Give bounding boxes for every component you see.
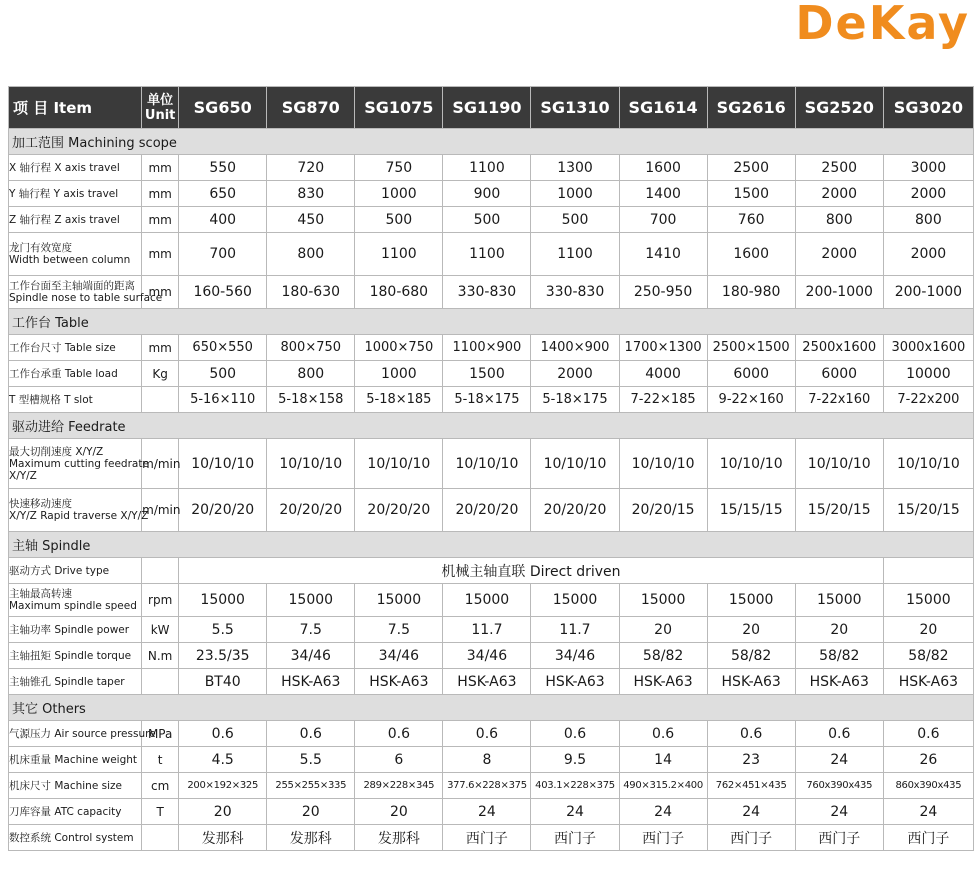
section-spindle: 主轴 Spindle [9,532,974,558]
row-unit [142,669,179,695]
row-unit: N.m [142,643,179,669]
row-unit: mm [142,181,179,207]
value-cell: 4000 [619,361,707,387]
value-cell: 34/46 [355,643,443,669]
value-cell: HSK-A63 [267,669,355,695]
value-cell: 1600 [707,233,795,276]
value-cell: 490×315.2×400 [619,773,707,799]
value-cell: 9-22×160 [707,387,795,413]
value-cell: 200×192×325 [179,773,267,799]
value-cell: 58/82 [795,643,883,669]
section-others: 其它 Others [9,695,974,721]
model-header: SG3020 [883,87,973,129]
row-label: 刀库容量 ATC capacity [9,799,142,825]
value-cell: 720 [267,155,355,181]
value-cell: HSK-A63 [883,669,973,695]
value-cell: 4.5 [179,747,267,773]
value-cell: 160-560 [179,276,267,309]
value-cell: 10/10/10 [883,439,973,489]
value-cell: 1100 [355,233,443,276]
value-cell: 58/82 [707,643,795,669]
value-cell: 800 [795,207,883,233]
row-label-line: Maximum cutting feedrate [9,457,149,470]
value-cell: 24 [795,747,883,773]
table-row [9,825,974,851]
value-cell: 1100 [443,233,531,276]
value-cell: HSK-A63 [531,669,619,695]
value-cell: 7.5 [267,617,355,643]
section-row [9,695,974,721]
value-cell: 3000x1600 [883,335,973,361]
table-row [9,233,974,276]
value-cell: 760x390x435 [795,773,883,799]
row-unit: mm [142,207,179,233]
value-cell: 26 [883,747,973,773]
value-cell: 7-22x200 [883,387,973,413]
row-unit: mm [142,155,179,181]
value-cell: 15/20/15 [795,489,883,532]
value-cell: 20 [619,617,707,643]
table-row [9,276,974,309]
value-cell: 20/20/20 [179,489,267,532]
value-cell: 3000 [883,155,973,181]
value-cell: 800×750 [267,335,355,361]
table-row [9,617,974,643]
value-cell: 8 [443,747,531,773]
value-cell: 西门子 [619,825,707,851]
value-cell: 24 [443,799,531,825]
model-header: SG1310 [531,87,619,129]
item-header: 项 目 Item [9,87,142,129]
value-cell: 1000 [531,181,619,207]
value-cell: 200-1000 [883,276,973,309]
value-cell: HSK-A63 [795,669,883,695]
value-cell: 9.5 [531,747,619,773]
table-row [9,387,974,413]
value-cell: 500 [179,361,267,387]
value-cell: 西门子 [531,825,619,851]
value-cell: 400 [179,207,267,233]
value-cell: 800 [267,361,355,387]
row-label: T 型槽规格 T slot [9,387,142,413]
dekay-logo: DeKay [795,0,970,50]
value-cell: 10/10/10 [267,439,355,489]
value-cell: 7-22x160 [795,387,883,413]
value-cell: 15000 [531,584,619,617]
value-cell: 0.6 [883,721,973,747]
value-cell: 1500 [707,181,795,207]
row-label: Y 轴行程 Y axis travel [9,181,142,207]
value-cell: 5-18×185 [355,387,443,413]
value-cell: 800 [883,207,973,233]
value-cell: 15000 [179,584,267,617]
row-label-line: 龙门有效宽度 [9,242,72,254]
value-cell: 0.6 [355,721,443,747]
value-cell: 900 [443,181,531,207]
value-cell: 330-830 [531,276,619,309]
value-cell: 24 [707,799,795,825]
row-label [9,439,149,489]
row-label: 气源压力 Air source pressure [9,721,142,747]
row-unit: cm [142,773,179,799]
row-unit: t [142,747,179,773]
value-cell: 2000 [795,233,883,276]
row-label: 主轴扭矩 Spindle torque [9,643,142,669]
value-cell: 450 [267,207,355,233]
value-cell: 500 [443,207,531,233]
value-cell: 700 [179,233,267,276]
value-cell: 800 [267,233,355,276]
row-unit: mm [142,335,179,361]
empty-cell [883,558,973,584]
row-unit: MPa [142,721,179,747]
value-cell: 20 [707,617,795,643]
value-cell: 2000 [795,181,883,207]
row-label-line: 主轴最高转速 [9,588,72,600]
value-cell: 发那科 [179,825,267,851]
value-cell: 14 [619,747,707,773]
table-row [9,155,974,181]
value-cell: 377.6×228×375 [443,773,531,799]
value-cell: 550 [179,155,267,181]
value-cell: 7.5 [355,617,443,643]
value-cell: 2500 [707,155,795,181]
row-unit: mm [142,233,179,276]
value-cell: 762×451×435 [707,773,795,799]
value-cell: 500 [355,207,443,233]
value-cell: 20 [883,617,973,643]
value-cell: 1100×900 [443,335,531,361]
value-cell: 20 [355,799,443,825]
value-cell: 西门子 [443,825,531,851]
row-unit [142,558,179,584]
value-cell: 403.1×228×375 [531,773,619,799]
table-row [9,584,974,617]
value-cell: 0.6 [531,721,619,747]
value-cell: 0.6 [707,721,795,747]
model-header: SG1614 [619,87,707,129]
row-label-line: 快速移动速度 [9,498,72,510]
row-unit: m/min [142,489,179,532]
value-cell: 6 [355,747,443,773]
value-cell: 24 [883,799,973,825]
table-row [9,558,974,584]
value-cell: 23.5/35 [179,643,267,669]
row-label-line: X/Y/Z Rapid traverse X/Y/Z [9,510,149,522]
row-label-line: Maximum spindle speed [9,600,137,612]
value-cell: 10/10/10 [355,439,443,489]
value-cell: 5-18×175 [443,387,531,413]
value-cell: 200-1000 [795,276,883,309]
value-cell: 1000 [355,181,443,207]
value-cell: 0.6 [443,721,531,747]
value-cell: 西门子 [883,825,973,851]
value-cell: 0.6 [795,721,883,747]
row-label: X 轴行程 X axis travel [9,155,142,181]
row-label-line: Spindle nose to table surface [9,292,163,304]
value-cell: 西门子 [795,825,883,851]
table-row [9,335,974,361]
value-cell: 20/20/20 [355,489,443,532]
value-cell: 650 [179,181,267,207]
value-cell: 2000 [883,181,973,207]
value-cell: 15/20/15 [883,489,973,532]
value-cell: 23 [707,747,795,773]
row-unit: T [142,799,179,825]
model-header: SG2616 [707,87,795,129]
value-cell: 10/10/10 [795,439,883,489]
section-row [9,309,974,335]
value-cell: 10000 [883,361,973,387]
table-row [9,181,974,207]
value-cell: 180-630 [267,276,355,309]
row-label: 数控系统 Control system [9,825,142,851]
section-row [9,129,974,155]
value-cell: 1400×900 [531,335,619,361]
value-cell: 11.7 [531,617,619,643]
row-unit: kW [142,617,179,643]
value-cell: 10/10/10 [531,439,619,489]
value-cell: 西门子 [707,825,795,851]
value-cell: 1400 [619,181,707,207]
row-label-line: 最大切削速度 X/Y/Z [9,445,104,458]
row-label [9,584,142,617]
unit-header: 单位 Unit [142,87,179,129]
table-row [9,799,974,825]
value-cell: 15000 [443,584,531,617]
value-cell: 20/20/20 [531,489,619,532]
section-row [9,413,974,439]
value-cell: 20 [795,617,883,643]
section-machining: 加工范围 Machining scope [9,129,974,155]
value-cell: 2000 [531,361,619,387]
row-unit [142,825,179,851]
value-cell: 15000 [707,584,795,617]
row-label [9,233,142,276]
value-cell: 15000 [883,584,973,617]
value-cell: 5-18×175 [531,387,619,413]
value-cell: HSK-A63 [619,669,707,695]
row-label: 驱动方式 Drive type [9,558,142,584]
value-cell: 2500×1500 [707,335,795,361]
value-cell: 34/46 [267,643,355,669]
row-label: 机床尺寸 Machine size [9,773,142,799]
spec-table [8,86,974,851]
drive-type-value: 机械主轴直联 Direct driven [179,558,884,584]
value-cell: BT40 [179,669,267,695]
table-row [9,361,974,387]
value-cell: 5.5 [267,747,355,773]
section-table: 工作台 Table [9,309,974,335]
value-cell: 15000 [795,584,883,617]
value-cell: 6000 [795,361,883,387]
value-cell: 1000 [355,361,443,387]
value-cell: 1700×1300 [619,335,707,361]
value-cell: 15000 [267,584,355,617]
table-row [9,439,974,489]
model-header: SG1075 [355,87,443,129]
value-cell: 700 [619,207,707,233]
value-cell: 860x390x435 [883,773,973,799]
value-cell: 6000 [707,361,795,387]
row-label: 机床重量 Machine weight [9,747,142,773]
row-unit [142,387,179,413]
value-cell: 34/46 [531,643,619,669]
value-cell: 0.6 [619,721,707,747]
value-cell: 330-830 [443,276,531,309]
row-label: 工作台承重 Table load [9,361,142,387]
value-cell: HSK-A63 [355,669,443,695]
value-cell: 15/15/15 [707,489,795,532]
table-row [9,489,974,532]
value-cell: 发那科 [355,825,443,851]
value-cell: 1410 [619,233,707,276]
value-cell: 发那科 [267,825,355,851]
row-label: Z 轴行程 Z axis travel [9,207,142,233]
model-header: SG1190 [443,87,531,129]
value-cell: 5-18×158 [267,387,355,413]
value-cell: 58/82 [619,643,707,669]
value-cell: HSK-A63 [707,669,795,695]
value-cell: 289×228×345 [355,773,443,799]
value-cell: 750 [355,155,443,181]
value-cell: 250-950 [619,276,707,309]
value-cell: 180-980 [707,276,795,309]
row-label-line: X/Y/Z [9,469,37,482]
row-label-line: 工作台面至主轴端面的距离 [9,280,135,292]
table-row [9,669,974,695]
row-unit: rpm [142,584,179,617]
value-cell: 10/10/10 [443,439,531,489]
value-cell: 10/10/10 [619,439,707,489]
value-cell: 5-16×110 [179,387,267,413]
value-cell: 58/82 [883,643,973,669]
value-cell: 24 [795,799,883,825]
value-cell: 0.6 [179,721,267,747]
value-cell: 15000 [619,584,707,617]
value-cell: 1100 [443,155,531,181]
row-label: 主轴功率 Spindle power [9,617,142,643]
header-row [9,87,974,129]
value-cell: 34/46 [443,643,531,669]
row-label: 工作台尺寸 Table size [9,335,142,361]
row-label: 主轴锥孔 Spindle taper [9,669,142,695]
model-header: SG2520 [795,87,883,129]
value-cell: 2000 [883,233,973,276]
value-cell: 1000×750 [355,335,443,361]
value-cell: 500 [531,207,619,233]
value-cell: 7-22×185 [619,387,707,413]
value-cell: 180-680 [355,276,443,309]
value-cell: 15000 [355,584,443,617]
table-row [9,207,974,233]
value-cell: 830 [267,181,355,207]
value-cell: 1300 [531,155,619,181]
value-cell: 0.6 [267,721,355,747]
value-cell: 1100 [531,233,619,276]
model-header: SG650 [179,87,267,129]
table-row [9,773,974,799]
table-row [9,747,974,773]
table-row [9,643,974,669]
value-cell: 20/20/15 [619,489,707,532]
model-header: SG870 [267,87,355,129]
row-label [9,489,149,532]
value-cell: 10/10/10 [179,439,267,489]
value-cell: 1600 [619,155,707,181]
section-row [9,532,974,558]
row-label-line: Width between column [9,254,131,266]
value-cell: 255×255×335 [267,773,355,799]
value-cell: 760 [707,207,795,233]
value-cell: 20 [179,799,267,825]
value-cell: 24 [531,799,619,825]
value-cell: 20/20/20 [443,489,531,532]
value-cell: 10/10/10 [707,439,795,489]
section-feedrate: 驱动进给 Feedrate [9,413,974,439]
row-unit: m/min [142,439,179,489]
value-cell: 1500 [443,361,531,387]
row-unit: mm [142,276,179,309]
value-cell: 2500 [795,155,883,181]
value-cell: 5.5 [179,617,267,643]
table-row [9,721,974,747]
value-cell: 11.7 [443,617,531,643]
value-cell: 650×550 [179,335,267,361]
row-unit: Kg [142,361,179,387]
value-cell: 2500x1600 [795,335,883,361]
value-cell: 20/20/20 [267,489,355,532]
value-cell: 20 [267,799,355,825]
value-cell: 24 [619,799,707,825]
value-cell: HSK-A63 [443,669,531,695]
